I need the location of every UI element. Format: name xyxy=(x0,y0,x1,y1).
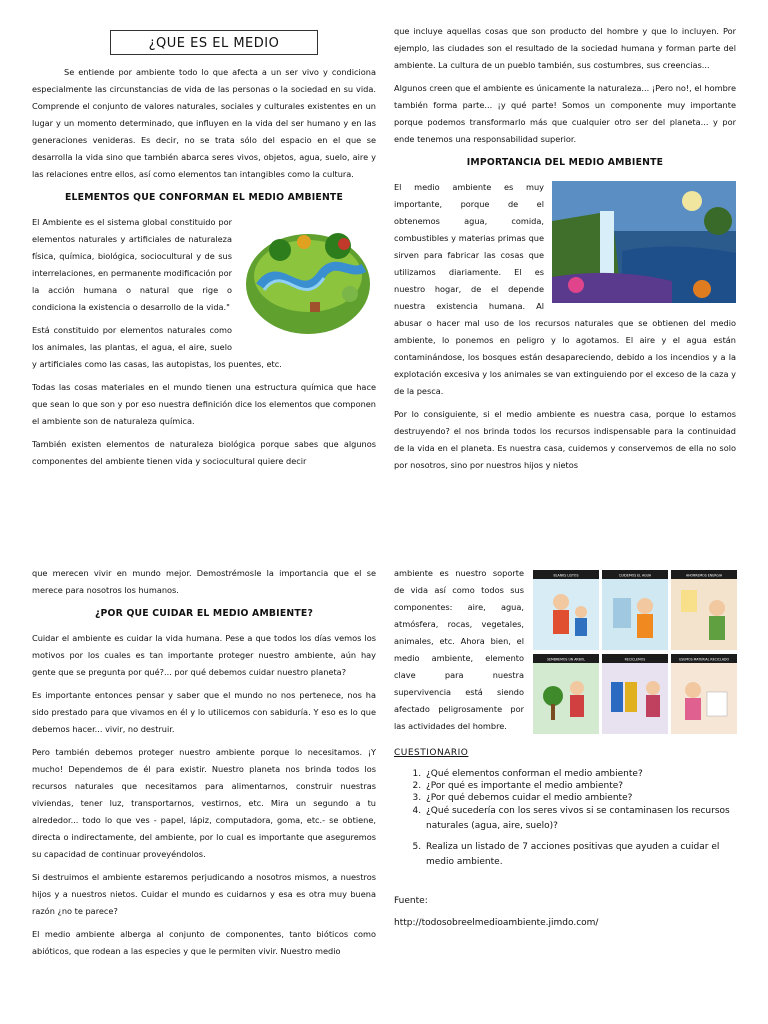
illus-caption-6: USEMOS MATERIAL RECICLADO xyxy=(678,657,730,662)
source-label: Fuente: xyxy=(394,896,428,906)
importancia-body xyxy=(394,179,736,474)
illus-caption-1: BLANKS LISTOS xyxy=(553,573,579,578)
right-top-p1: que incluye aquellas cosas que son producto del hombre y que lo incluyen. Por ejemplo, las ciudades son el resultado de la sociedad humana y forman parte del ambiente. La cultura de un pueblo también, sus costumbres, sus creencias... xyxy=(394,26,736,70)
question-list xyxy=(394,768,740,870)
cuestionario-section xyxy=(394,745,740,870)
cuidar-p1: Cuidar el ambiente es cuidar la vida humana. Pese a que todos los días vemos los motivos por los cuales es tan importante proteger nuestro ambiente, aún hay gente que se pregunta por qué?... por qué debemos cuidar nuestro planeta? xyxy=(32,633,376,677)
elementos-p1: El Ambiente es el sistema global constituido por elementos naturales y artificiales de naturaleza física, química, biológica, sociocultural y de sus interrelaciones, en permanente modificación por la acción humana o natural que rige o condiciona la existencia o desarrollo de la vida." xyxy=(32,217,232,312)
waterfall-illustration xyxy=(552,181,736,303)
care-actions-illustration xyxy=(531,568,739,736)
page-title: ¿QUE ES EL MEDIO xyxy=(110,30,318,55)
cuidar-heading: ¿POR QUE CUIDAR EL MEDIO AMBIENTE? xyxy=(94,608,314,619)
elementos-heading: ELEMENTOS QUE CONFORMAN EL MEDIO AMBIENTE xyxy=(64,192,344,203)
left-top-column xyxy=(32,64,376,476)
right-top-column xyxy=(394,23,736,480)
cuidar-p5: El medio ambiente alberga al conjunto de componentes, tanto bióticos como abióticos, que rodean a las especies y que le permiten vivir. Nuestro medio xyxy=(32,929,376,956)
question-item: 1. ¿Qué elementos conforman el medio ambiente? xyxy=(424,768,740,780)
question-item: 3. ¿Por qué debemos cuidar el medio ambiente? xyxy=(424,792,740,804)
cuidar-lead: que merecen vivir en mundo mejor. Demostrémosle la importancia que el se merece para nosotros los humanos. xyxy=(32,568,376,595)
question-item: 2. ¿Por qué es importante el medio ambiente? xyxy=(424,780,740,792)
illus-caption-5: RECICLEMOS xyxy=(624,657,646,662)
question-item: 5. Realiza un listado de 7 acciones positivas que ayuden a cuidar el medio ambiente. xyxy=(424,840,740,870)
question-item: 4. ¿Qué sucedería con los seres vivos si se contaminasen los recursos naturales (agua, aire, suelo)? xyxy=(424,804,740,834)
right-top-p2: Algunos creen que el ambiente es únicamente la naturaleza... ¡Pero no!, el hombre también forma parte... ¡y qué parte! Somos un componente muy importante porque podemos transformarlo más que cualquier otro ser del planeta... y por ende tenemos una responsabilidad superior. xyxy=(394,83,736,144)
left-bottom-column xyxy=(32,565,376,966)
illus-caption-3: AHORREMOS ENERGIA xyxy=(685,573,723,578)
elementos-body xyxy=(32,214,376,470)
elementos-p2: Está constituido por elementos naturales como los animales, las plantas, el agua, el aire, suelo y artificiales como las casas, las autopistas, los puentes, etc. xyxy=(32,325,282,369)
illus-caption-4: SEMBREMOS UN ARBOL xyxy=(546,657,586,662)
intro-paragraph: Se entiende por ambiente todo lo que afecta a un ser vivo y condiciona especialmente las circunstancias de vida de las personas o la sociedad en su vida. Comprende el conjunto de valores naturales, sociales y culturales existentes en un lugar y un momento determinado, que influyen en la vida del ser humano y en las generaciones venideras. Es decir, no se trata sólo del espacio en el que se desarrolla la vida sino que también abarca seres vivos, objetos, agua, suelo, aire y las relaciones entre ellos, así como elementos tan intangibles como la cultura. xyxy=(32,67,376,179)
cuidar-p4: Si destruimos el ambiente estaremos perjudicando a nosotros mismos, a nuestros hijos y a nuestros nietos. Cuidar el mundo es cuidarnos y esa es otra muy buena razón ¿no te parece? xyxy=(32,872,376,916)
soporte-p1: ambiente es nuestro soporte de vida así como todos sus componentes: aire, agua, atmósfera, rocas, vegetales, animales, etc. Ahora bien, el medio ambiente, elemento clave para nuestra supervivencia está siendo afectado peligrosamente por las actividades del hombre. xyxy=(394,568,524,731)
importancia-heading: IMPORTANCIA DEL MEDIO AMBIENTE xyxy=(466,157,664,168)
soporte-column xyxy=(394,565,524,741)
cuidar-p2: Es importante entonces pensar y saber que el mundo no nos pertenece, nos ha sido prestado para que vivamos en él y lo utilicemos con sabiduría. Y eso es lo que debemos hacer... vivir, no destruir. xyxy=(32,690,376,734)
illus-caption-2: CUIDEMOS EL AGUA xyxy=(618,573,652,578)
source-url[interactable]: http://todosobreelmedioambiente.jimdo.com/ xyxy=(394,918,599,928)
cuidar-p3: Pero también debemos proteger nuestro ambiente porque lo necesitamos. ¡Y mucho! Dependemos de él para existir. Nuestro planeta nos brinda todos los recursos naturales que necesitamos para alimentarnos, construir nuestras viviendas, tener luz, transportarnos, vestirnos, etc. Mira un segundo a tu alrededor... todo lo que ves - papel, lápiz, computadora, goma, etc.- se obtiene, directa o indirectamente, del ambiente, por lo cual es importante que aseguremos su capacidad de continuar proveyéndolos. xyxy=(32,747,376,859)
importancia-p2: Por lo consiguiente, si el medio ambiente es nuestra casa, porque lo estamos destruyendo? el nos brinda todos los recursos indispensable para la continuidad de la vida en el planeta. Es nuestra casa, cuidemos y conservemos de ella no solo por nosotros, sino por nuestros hijos y nietos xyxy=(394,409,736,470)
importancia-p1: El medio ambiente es muy importante, porque de el obtenemos agua, comida, combustibles y materias primas que sirven para fabricar las cosas que utilizamos diariamente. El es nuestro hogar, de el depende nuestra existencia humana. Al abusar o hacer mal uso de los recursos naturales que se obtienen del medio ambiente, lo ponemos en peligro y lo agotamos. El aire y el agua están contaminándose, los bosques están desapareciendo, debido a los incendios y a la explotación excesiva y los animales se van extinguiendo por el exceso de la caza y de la pesca. xyxy=(394,182,736,396)
elementos-p4: También existen elementos de naturaleza biológica porque sabes que algunos componentes del ambiente tienen vida y sociocultural quiere decir xyxy=(32,439,376,466)
globe-illustration xyxy=(240,216,376,340)
cuestionario-heading: CUESTIONARIO xyxy=(394,748,469,758)
elementos-p3: Todas las cosas materiales en el mundo tienen una estructura química que hace que sean lo que son y por eso nuestra definición dice los elementos que componen el ambiente son de naturaleza química. xyxy=(32,382,376,426)
